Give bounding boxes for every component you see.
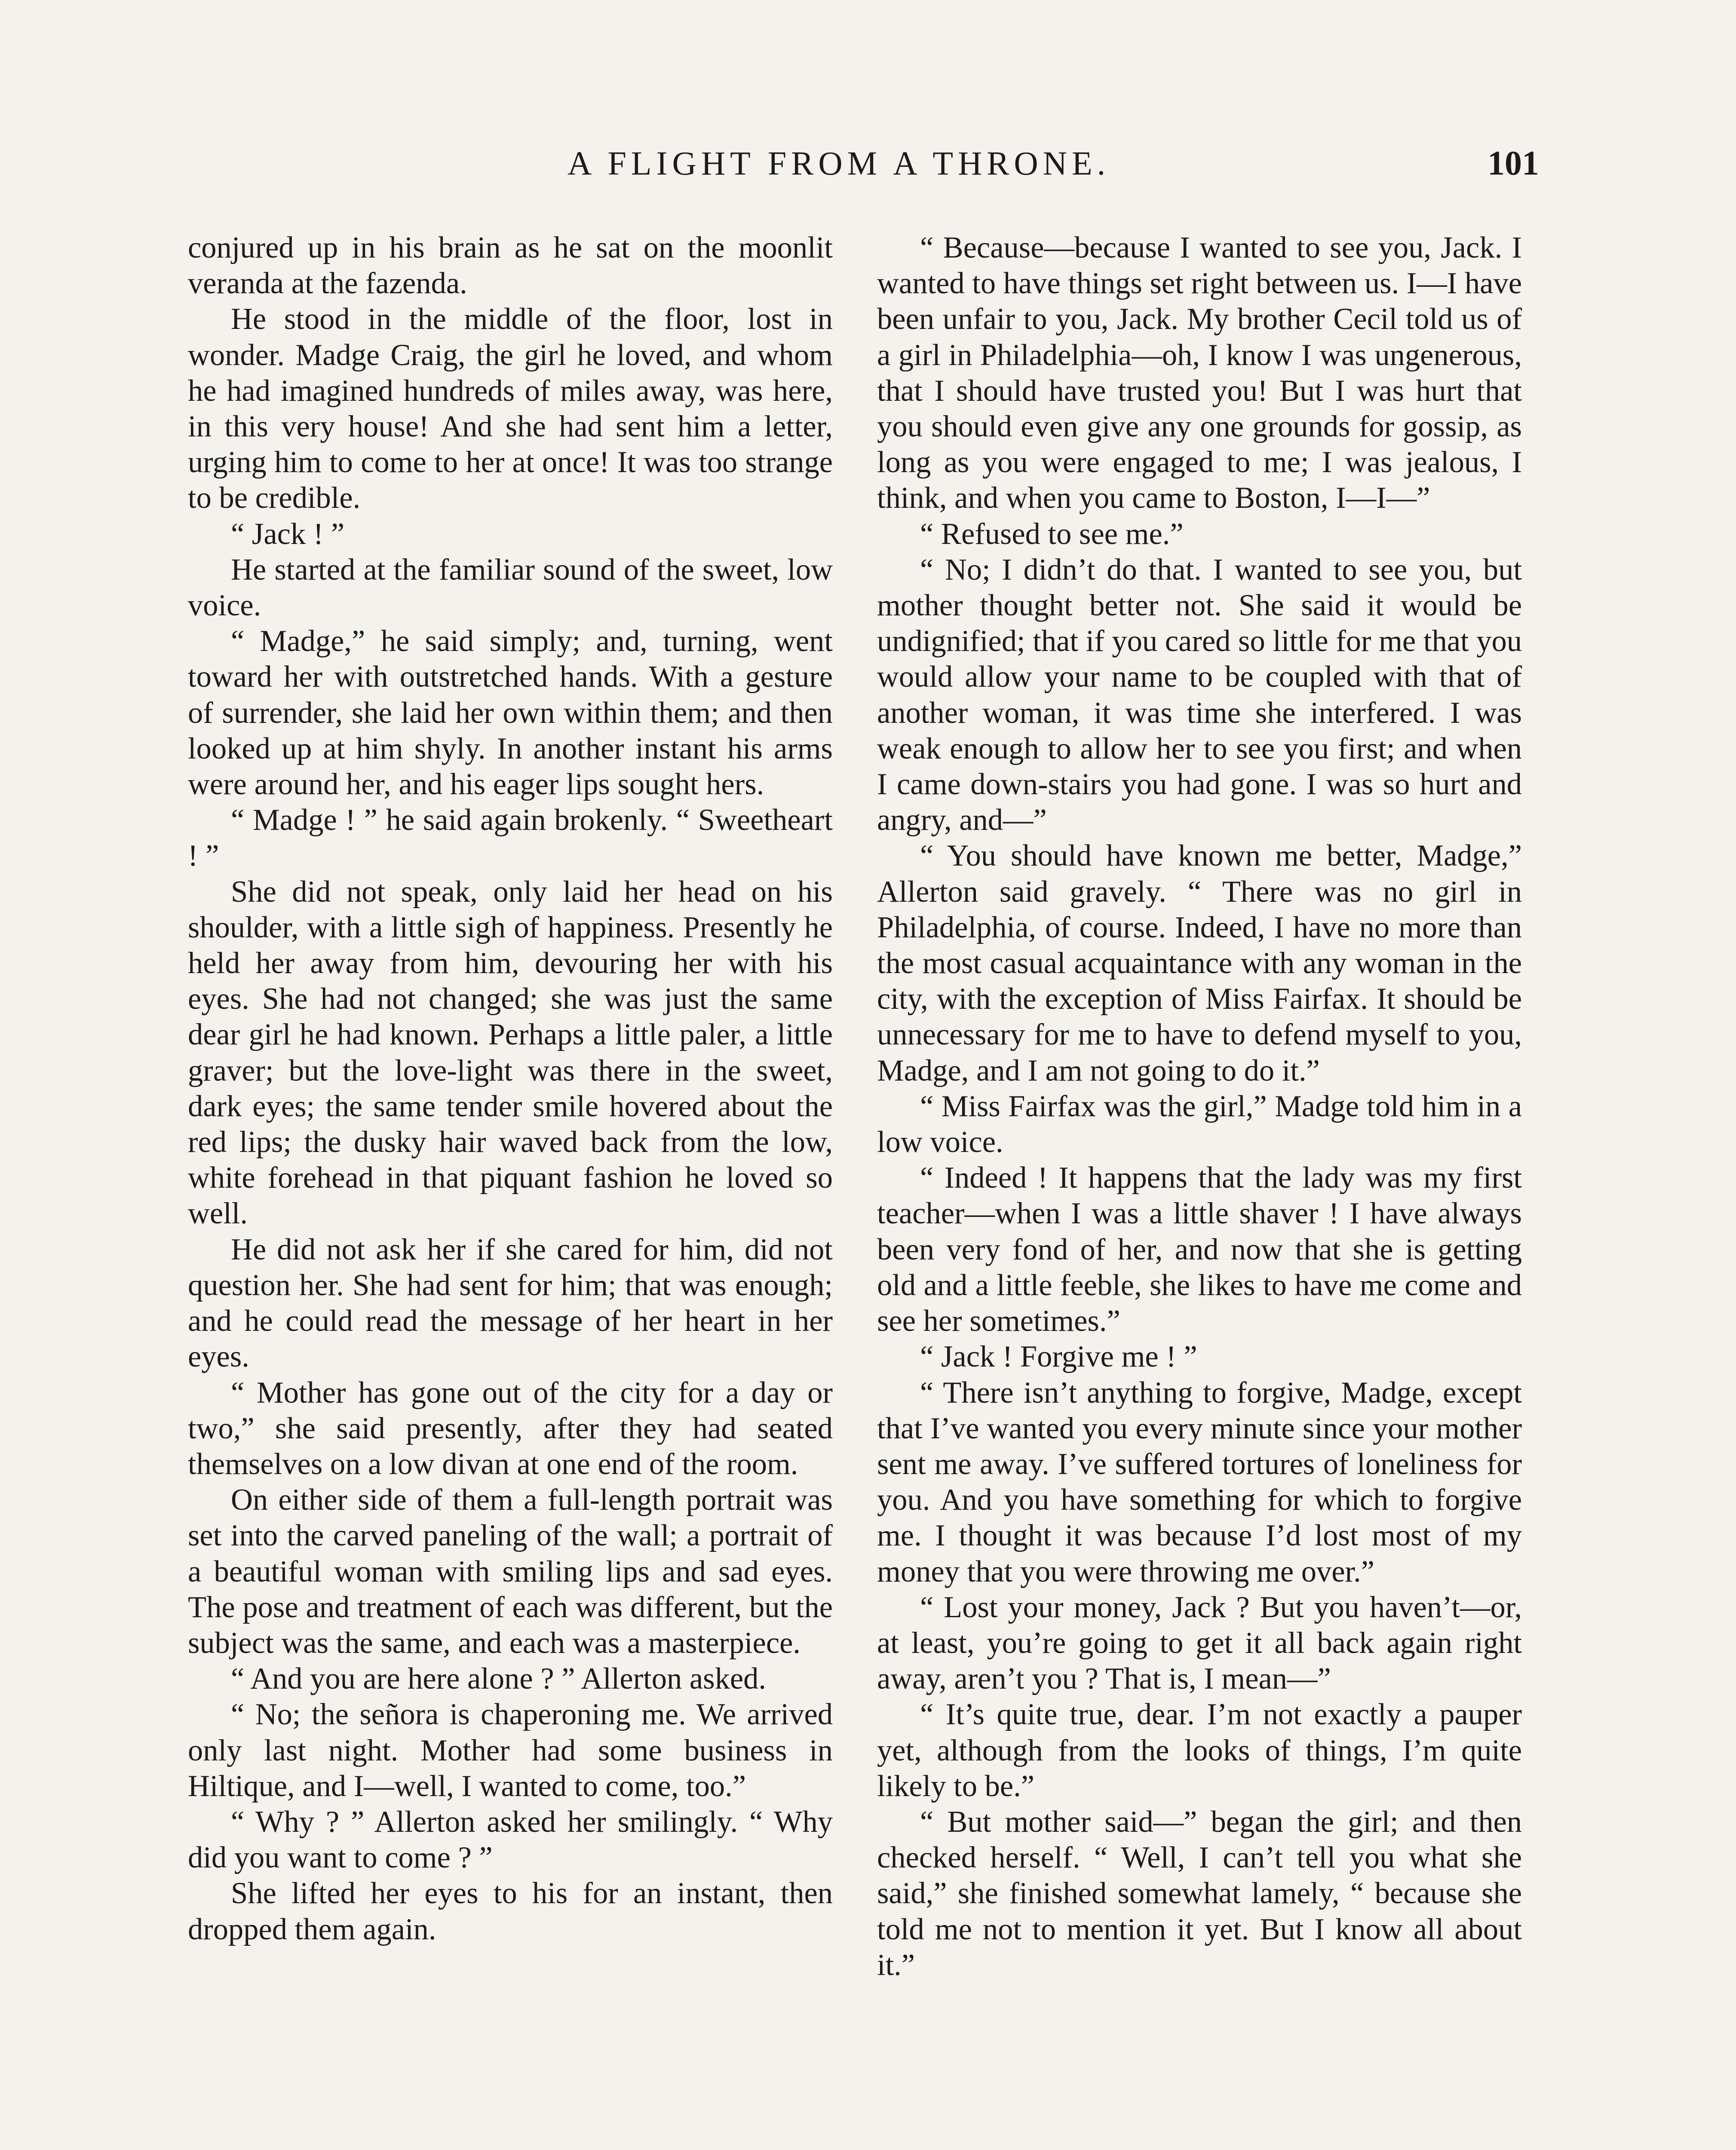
- paragraph: “ There isn’t anything to forgive, Madge, except that I’ve wanted you every minute since your mother sent me away. I’ve suffered tortures of loneliness for you. And you have something for which to forgive me. I thought it was because I’d lost most of my money that you were throwing me over.”: [877, 1376, 1522, 1588]
- paragraph: “ Because—because I wanted to see you, Jack. I wanted to have things set right between us. I—I have been unfair to you, Jack. My brother Cecil told us of a girl in Philadelphia—oh, I know I was ungenerous, that I should have trusted you! But I was hurt that you should even give any one grounds for gossip, as long as you were engaged to me; I was jealous, I think, and when you came to Boston, I—I—”: [877, 231, 1522, 515]
- paragraph: He did not ask her if she cared for him, did not question her. She had sent for him; that was enough; and he could read the message of her heart in her eyes.: [188, 1232, 833, 1374]
- left-text-column: [188, 230, 833, 1947]
- right-text-column: [877, 230, 1522, 1983]
- paragraph: He stood in the middle of the floor, lost in wonder. Madge Craig, the girl he loved, and whom he had imagined hundreds of miles away, was here, in this very house! And she had sent him a letter, urging him to come to her at once! It was too strange to be credible.: [188, 302, 833, 515]
- paragraph: “ Why ? ” Allerton asked her smilingly. “ Why did you want to come ? ”: [188, 1805, 833, 1875]
- paragraph: “ Lost your money, Jack ? But you haven’t—or, at least, you’re going to get it all back again right away, aren’t you ? That is, I mean—”: [877, 1590, 1522, 1696]
- paragraph: “ No; the señora is chaperoning me. We arrived only last night. Mother had some business in Hiltique, and I—well, I wanted to come, too.”: [188, 1698, 833, 1803]
- paragraph: He started at the familiar sound of the sweet, low voice.: [188, 553, 833, 623]
- paragraph: “ But mother said—” began the girl; and then checked herself. “ Well, I can’t tell you what she said,” she finished somewhat lamely, “ because she told me not to mention it yet. But I know all about it.”: [877, 1805, 1522, 1982]
- paragraph: “ Madge ! ” he said again brokenly. “ Sweetheart ! ”: [188, 803, 833, 873]
- paragraph: She lifted her eyes to his for an instant, then dropped them again.: [188, 1877, 833, 1946]
- paragraph: “ Miss Fairfax was the girl,” Madge told him in a low voice.: [877, 1089, 1522, 1159]
- page-number: 101: [1488, 144, 1539, 182]
- paragraph: “ Refused to see me.”: [920, 517, 1184, 551]
- paragraph: On either side of them a full-length portrait was set into the carved paneling of the wall; a portrait of a beautiful woman with smiling lips and sad eyes. The pose and treatment of each was different, but the subject was the same, and each was a masterpiece.: [188, 1483, 833, 1660]
- paragraph: “ Madge,” he said simply; and, turning, went toward her with outstretched hands. With a gesture of surrender, she laid her own within them; and then looked up at him shyly. In another instant his arms were around her, and his eager lips sought hers.: [188, 624, 833, 802]
- paragraph: “ No; I didn’t do that. I wanted to see you, but mother thought better not. She said it would be undignified; that if you cared so little for me that you would allow your name to be coupled with that of another woman, it was time she interfered. I was weak enough to allow her to see you first; and when I came down-stairs you had gone. I was so hurt and angry, and—”: [877, 553, 1522, 837]
- paragraph: She did not speak, only laid her head on his shoulder, with a little sigh of happiness. Presently he held her away from him, devouring her with his eyes. She had not changed; she was just the same dear girl he had known. Perhaps a little paler, a little graver; but the love-light was there in the sweet, dark eyes; the same tender smile hovered about the red lips; the dusky hair waved back from the low, white forehead in that piquant fashion he loved so well.: [188, 875, 833, 1231]
- page-header: [172, 142, 1539, 189]
- paragraph: “ And you are here alone ? ” Allerton asked.: [231, 1662, 767, 1696]
- paragraph: “ You should have known me better, Madge,” Allerton said gravely. “ There was no girl in Philadelphia, of course. Indeed, I have no more than the most casual acquaintance with any woman in the city, with the exception of Miss Fairfax. It should be unnecessary for me to have to defend myself to you, Madge, and I am not going to do it.”: [877, 839, 1522, 1087]
- paragraph: “ It’s quite true, dear. I’m not exactly a pauper yet, although from the looks of things, I’m quite likely to be.”: [877, 1698, 1522, 1803]
- paragraph: “ Indeed ! It happens that the lady was my first teacher—when I was a little shaver ! I have always been very fond of her, and now that she is getting old and a little feeble, she likes to have me come and see her sometimes.”: [877, 1161, 1522, 1338]
- paragraph: “ Jack ! Forgive me ! ”: [920, 1340, 1197, 1374]
- running-title: A FLIGHT FROM A THRONE.: [567, 144, 1110, 182]
- paragraph: “ Jack ! ”: [231, 517, 345, 551]
- paragraph: “ Mother has gone out of the city for a day or two,” she said presently, after they had seated themselves on a low divan at one end of the room.: [188, 1376, 833, 1481]
- paragraph: conjured up in his brain as he sat on the moonlit veranda at the fazenda.: [188, 231, 833, 301]
